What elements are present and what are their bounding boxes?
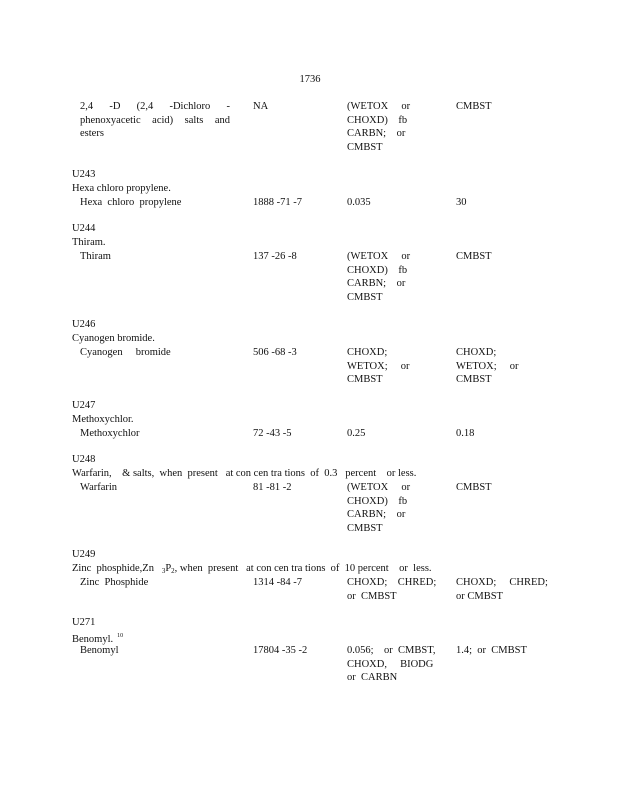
cas-number: 81 -81 -2 [253,482,292,493]
nww-line: or CMBST [456,590,503,602]
ww-line: or CMBST [347,590,397,602]
ww-line: (WETOX or [347,251,411,262]
nonwastewater-standard [456,576,556,603]
ww-line: CHOXD) fb [347,495,408,507]
name-line: phenoxyacetic acid) salts and [80,114,230,126]
waste-code: U244 [72,223,96,234]
wastewater-standard [347,346,439,387]
ww-line: 0.056; or CMBST, [347,645,436,656]
ww-line: CMBST [347,291,383,303]
ww-line: CARBN; or [347,128,406,140]
nww-line: CMBST [456,374,492,386]
subscript: 3 [161,567,166,575]
nonwastewater-standard [456,427,556,441]
chemical-name-cell [80,196,230,210]
wastewater-standard [347,250,439,304]
wastewater-standard [347,427,439,441]
nonwastewater-standard [456,644,556,658]
waste-description: Methoxychlor. [72,414,134,425]
chemical-name-cell [80,481,230,495]
name-line: Benomyl [80,645,119,656]
wastewater-standard [347,576,439,603]
name-line: Hexa chloro propylene [80,197,182,208]
cas-number: 72 -43 -5 [253,428,292,439]
cas-number: 1888 -71 -7 [253,197,302,208]
ww-line: (WETOX or [347,101,411,112]
ww-line: CARBN; or [347,278,406,290]
ww-line: CHOXD, BIODG [347,658,434,670]
ww-line: CHOXD) fb [347,114,408,126]
cas-number: 137 -26 -8 [253,251,297,262]
name-line: Thiram [80,251,111,262]
nonwastewater-standard [456,250,556,264]
cas-number: 1314 -84 -7 [253,577,302,588]
chemical-name-cell [80,427,230,441]
description-text: P [165,563,172,574]
chemical-name-cell [80,346,230,360]
nww-line: CMBST [456,482,492,493]
ww-line: 0.25 [347,428,366,439]
ww-line: CARBN; or [347,509,406,521]
ww-line: CMBST [347,374,383,386]
nww-line: CMBST [456,251,492,262]
waste-code: U243 [72,169,96,180]
cas-number: 17804 -35 -2 [253,645,308,656]
ww-line: or CARBN [347,672,398,684]
page-number: 1736 [299,74,321,85]
nww-line: 0.18 [456,428,475,439]
chemical-name-cell [80,576,230,590]
waste-code: U248 [72,454,96,465]
name-line: Warfarin [80,482,118,493]
description-text: Zinc phosphide,Zn [72,563,154,574]
wastewater-standard [347,100,439,154]
nonwastewater-standard [456,481,556,495]
wastewater-standard [347,644,439,685]
nonwastewater-standard [456,346,556,387]
waste-description: Warfarin, & salts, when present at con cen tra tions of 0.3 percent or less. [72,468,417,479]
footnote-marker: 10 [117,633,124,639]
wastewater-standard [347,196,439,210]
ww-line: CMBST [347,522,383,534]
subscript: 2 [171,567,175,575]
waste-description: Hexa chloro propylene. [72,183,171,194]
waste-code: U247 [72,400,96,411]
waste-code: U249 [72,549,96,560]
nonwastewater-standard [456,100,556,114]
description-text: Benomyl. [72,634,114,645]
ww-line: WETOX; or [347,360,410,372]
nww-line: WETOX; or [456,360,519,372]
chemical-name-cell [80,644,230,658]
chemical-name-cell [80,100,230,141]
ww-line: 0.035 [347,197,371,208]
nww-line: CMBST [456,101,492,112]
nww-line: CHOXD; [456,347,497,358]
name-line: Zinc Phosphide [80,577,149,588]
waste-description: Thiram. [72,237,106,248]
name-line: Methoxychlor [80,428,140,439]
ww-line: (WETOX or [347,482,411,493]
name-line: 2,4 -D (2,4 -Dichloro - [80,101,230,112]
ww-line: CHOXD; [347,347,388,358]
waste-code: U271 [72,617,96,628]
nww-line: 30 [456,197,467,208]
nww-line: CHOXD; CHRED; [456,577,548,588]
description-text: , when present at con cen tra tions of 10 percent or less. [174,563,432,574]
nonwastewater-standard [456,196,556,210]
chemical-name-cell [80,250,230,264]
waste-description: Cyanogen bromide. [72,333,155,344]
ww-line: CHOXD) fb [347,264,408,276]
cas-number: NA [253,101,269,112]
waste-code: U246 [72,319,96,330]
cas-number: 506 -68 -3 [253,347,297,358]
nww-line: 1.4; or CMBST [456,645,527,656]
name-line: Cyanogen bromide [80,347,171,358]
ww-line: CMBST [347,141,383,153]
ww-line: CHOXD; CHRED; [347,577,437,588]
wastewater-standard [347,481,439,535]
name-line: esters [80,128,104,140]
